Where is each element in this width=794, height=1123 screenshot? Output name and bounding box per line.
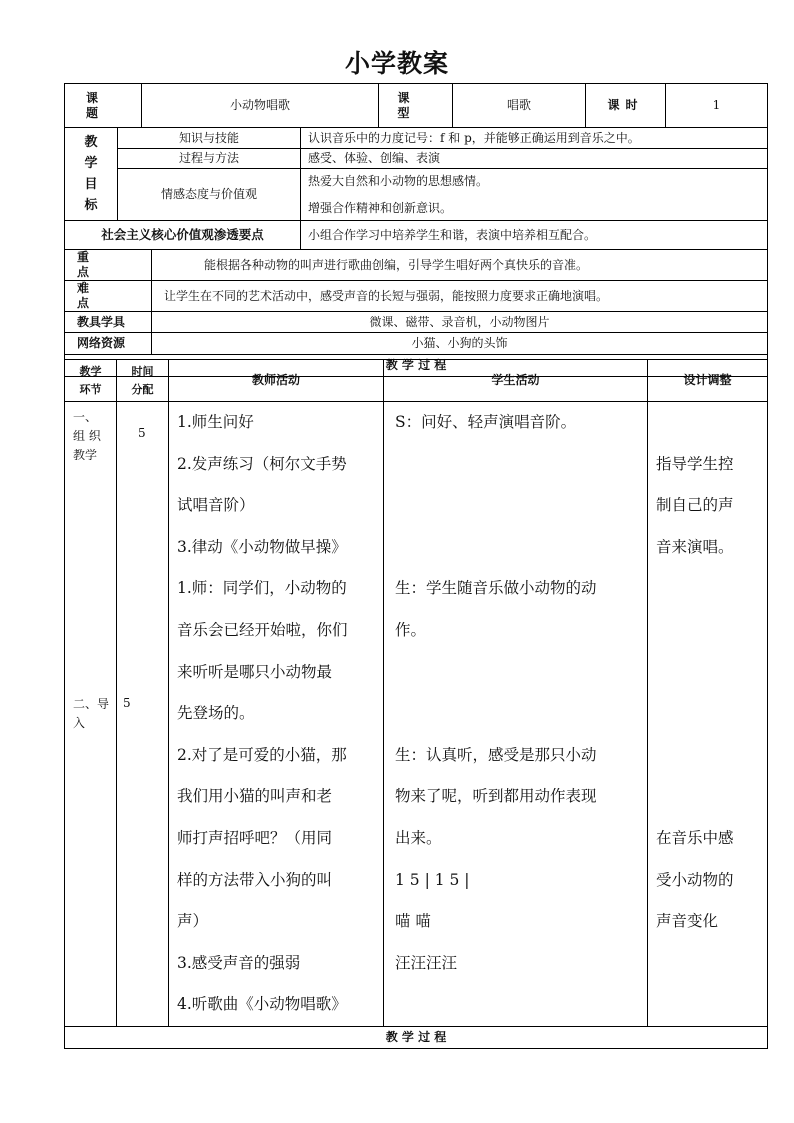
teacher-activity-line: 来听听是哪只小动物最: [177, 662, 333, 681]
stage-1: 一、 组 织 教学: [73, 410, 101, 462]
teacher-activity-line: 我们用小猫的叫声和老: [177, 787, 333, 806]
teacher-activity-line: 3.律动《小动物做早操》: [177, 537, 347, 556]
student-activity-line: 生：学生随音乐做小动物的动: [395, 579, 597, 598]
student-activity-line: 喵 喵: [395, 912, 431, 931]
key-point-label: 重 点: [65, 250, 152, 281]
goals-label: 教 学 目 标: [65, 128, 118, 221]
page-title: 小学教案: [344, 49, 449, 78]
values-table: [64, 220, 768, 250]
header-table: [64, 83, 768, 128]
teacher-activity-line: 先登场的。: [177, 704, 255, 723]
design-adjust-line: 音来演唱。: [656, 537, 734, 556]
difficult-point-value: 让学生在不同的艺术活动中，感受声音的长短与强弱，能按照力度要求正确地演唱。: [152, 281, 768, 312]
col-stage: 教学 环节: [65, 360, 117, 402]
lesson-label: 课 题: [65, 84, 142, 128]
process-heading: 教 学 过 程: [65, 355, 768, 377]
student-activity-line: 物来了呢，听到都用动作表现: [395, 787, 597, 806]
footer-heading: 教 学 过 程: [65, 1026, 768, 1048]
design-adjust-text: [656, 402, 767, 1026]
info-table: [64, 249, 768, 377]
teacher-activity-line: 3.感受声音的强弱: [177, 953, 301, 972]
period-value: 1: [666, 84, 768, 128]
design-adjust-line: [656, 693, 767, 735]
process-table: [64, 359, 768, 1049]
design-adjust-line: 指导学生控: [656, 454, 734, 473]
goal-key-knowledge: 知识与技能: [118, 128, 301, 149]
student-activity-line: S：问好、轻声演唱音阶。: [395, 413, 577, 431]
network-label: 网络资源: [65, 333, 152, 355]
design-adjust-line: [656, 943, 767, 985]
goal-key-process: 过程与方法: [118, 149, 301, 169]
student-activity-line: [395, 652, 647, 694]
design-adjust-line: [656, 652, 767, 694]
goal-value-knowledge: 认识音乐中的力度记号：f 和 p，并能够正确运用到音乐之中。: [301, 128, 768, 149]
time-2: 5: [123, 696, 131, 710]
goals-table: [64, 127, 768, 221]
type-value: 唱歌: [453, 84, 586, 128]
teacher-activity-line: 1.师：同学们，小动物的: [177, 579, 347, 598]
time-1: 5: [138, 426, 146, 440]
student-activity-line: [395, 693, 647, 735]
teacher-activity-line: 4.听歌曲《小动物唱歌》: [177, 995, 347, 1014]
values-label: 社会主义核心价值观渗透要点: [65, 221, 301, 250]
col-teacher: 教师活动: [169, 360, 384, 402]
stage-cell: [65, 402, 117, 1027]
student-activity-line: 1 5 | 1 5 |: [395, 870, 470, 889]
teacher-activity-line: 2.对了是可爱的小猫，那: [177, 745, 347, 764]
teacher-activity-line: 师打声招呼吧？（用同: [177, 828, 333, 847]
goal-value-emotion: 热爱大自然和小动物的思想感情。 增强合作精神和创新意识。: [301, 169, 768, 221]
teacher-activity-cell: [169, 402, 384, 1027]
student-activity-line: [395, 485, 647, 527]
student-activity-line: 出来。: [395, 828, 442, 847]
student-activity-line: 作。: [395, 620, 427, 639]
period-label: 课时: [586, 84, 666, 128]
design-adjust-line: [656, 735, 767, 777]
difficult-point-label: 难 点: [65, 281, 152, 312]
design-adjust-line: [656, 610, 767, 652]
design-cell: [648, 402, 768, 1027]
col-student: 学生活动: [384, 360, 648, 402]
type-label: 课 型: [379, 84, 453, 128]
stage-2: 二、导 入: [73, 697, 110, 730]
key-point-value: 能根据各种动物的叫声进行歌曲创编，引导学生唱好两个真快乐的音准。: [152, 250, 768, 281]
lesson-value: 小动物唱歌: [142, 84, 379, 128]
teacher-activity-line: 样的方法带入小狗的叫: [177, 870, 333, 889]
tools-label: 教具学具: [65, 312, 152, 333]
design-adjust-line: [656, 984, 767, 1026]
teacher-activity-line: 1.师生问好: [177, 413, 254, 431]
student-activity-line: 生：认真听，感受是那只小动: [395, 745, 597, 764]
student-activity-line: [395, 444, 647, 486]
teacher-activity-line: 试唱音阶）: [177, 496, 255, 515]
teacher-activity-line: 2.发声练习（柯尔文手势: [177, 454, 347, 473]
student-activity-line: 汪汪汪汪: [395, 953, 458, 972]
teacher-activity-line: 声）: [177, 912, 209, 931]
col-time: 时间 分配: [117, 360, 169, 402]
teacher-activity-text: [177, 402, 383, 1026]
design-adjust-line: 在音乐中感: [656, 828, 734, 847]
student-activity-text: [395, 402, 647, 1026]
student-activity-cell: [384, 402, 648, 1027]
design-adjust-line: [656, 568, 767, 610]
design-adjust-line: 受小动物的: [656, 870, 734, 889]
col-design: 设计调整: [648, 360, 768, 402]
design-adjust-line: 声音变化: [656, 912, 719, 931]
tools-value: 微课、磁带、录音机，小动物图片: [152, 312, 768, 333]
design-adjust-line: 制自己的声: [656, 496, 734, 515]
values-value: 小组合作学习中培养学生和谐，表演中培养相互配合。: [301, 221, 768, 250]
design-adjust-line: [656, 776, 767, 818]
teacher-activity-line: 音乐会已经开始啦，你们: [177, 620, 348, 639]
student-activity-line: [395, 527, 647, 569]
goal-key-emotion: 情感态度与价值观: [118, 169, 301, 221]
time-cell: [117, 402, 169, 1027]
network-value: 小猫、小狗的头饰: [152, 333, 768, 355]
student-activity-line: [395, 984, 647, 1026]
design-adjust-line: [656, 402, 767, 444]
goal-value-process: 感受、体验、创编、表演: [301, 149, 768, 169]
